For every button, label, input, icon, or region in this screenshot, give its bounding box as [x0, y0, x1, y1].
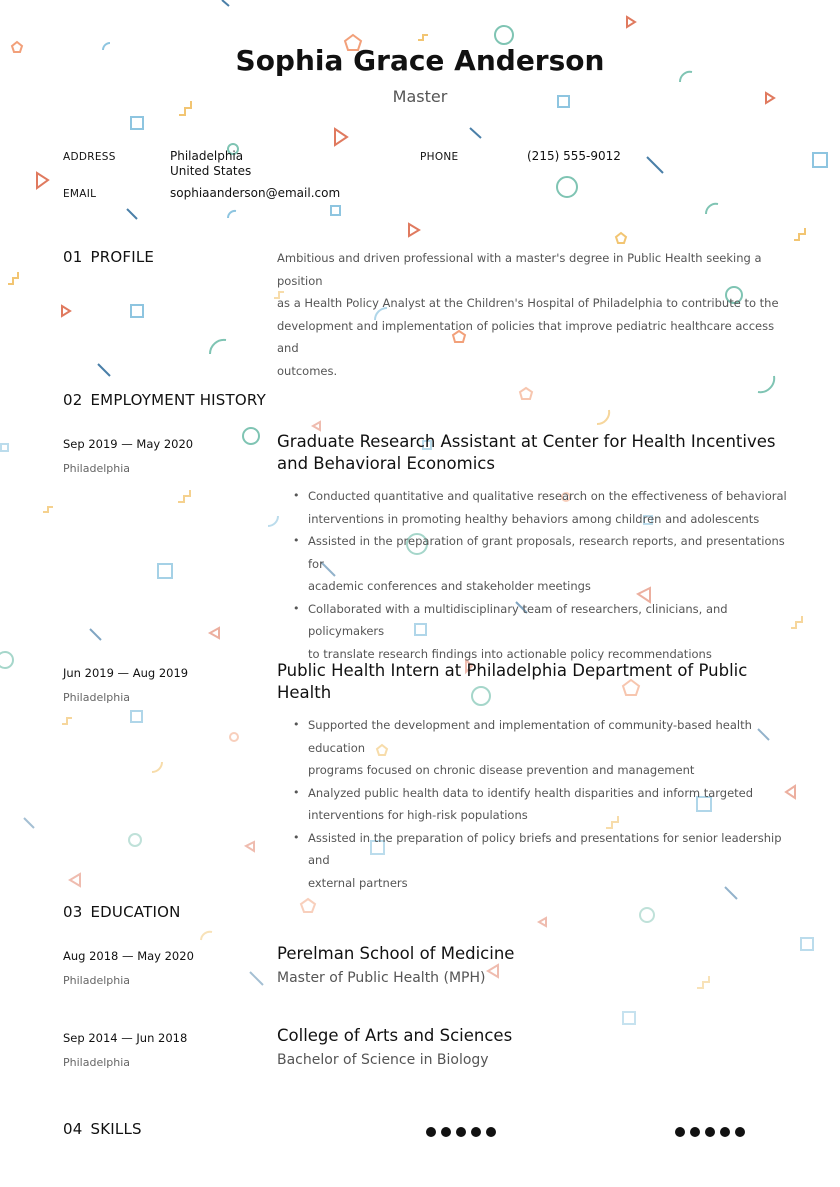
email-value: sophiaanderson@email.com: [170, 186, 341, 200]
education-school: Perelman School of Medicine: [277, 944, 515, 963]
confetti-arc: [597, 410, 609, 424]
confetti-arc: [201, 932, 212, 940]
section-label: EDUCATION: [90, 903, 181, 921]
confetti-zigzag: [418, 35, 428, 40]
confetti-dash: [250, 972, 263, 985]
confetti-square: [131, 305, 143, 317]
confetti-zigzag: [62, 718, 72, 724]
skill-rating-dot: [705, 1127, 715, 1137]
confetti-square: [623, 1012, 635, 1024]
phone-label: PHONE: [420, 151, 459, 163]
skill-rating: [426, 1127, 496, 1137]
education-school: College of Arts and Sciences: [277, 1026, 513, 1045]
section-label: EMPLOYMENT HISTORY: [90, 391, 266, 409]
confetti-dash: [24, 818, 34, 828]
resume-name: Sophia Grace Anderson: [235, 44, 605, 77]
confetti-pentagon: [301, 899, 315, 912]
skill-rating-dot: [690, 1127, 700, 1137]
job-bullets: [277, 485, 797, 665]
confetti-dash: [127, 209, 137, 219]
confetti-circle: [557, 177, 577, 197]
confetti-dash: [222, 0, 229, 6]
job-bullet: • Supported the development and implementation of community-based health education programs focused on chronic disease prevention and management: [277, 714, 797, 782]
job-bullet: • Assisted in the preparation of grant proposals, research reports, and presentations for academic conferences and stakeholder meetings: [277, 530, 797, 598]
skill-rating-dot: [735, 1127, 745, 1137]
job-location: Philadelphia: [63, 691, 131, 704]
confetti-pentagon: [616, 233, 626, 243]
section-title-profile: [63, 248, 154, 266]
confetti-triangle: [70, 874, 80, 886]
confetti-circle: [129, 834, 141, 846]
skill-rating-dot: [486, 1127, 496, 1137]
profile-summary: [277, 247, 797, 382]
job-title: [277, 431, 797, 475]
confetti-triangle: [37, 173, 48, 188]
education-degree: Master of Public Health (MPH): [277, 970, 486, 986]
profile-line: outcomes.: [277, 363, 338, 378]
confetti-circle: [640, 908, 654, 922]
job-bullets: [277, 714, 797, 894]
confetti-arc: [706, 204, 718, 214]
confetti-triangle: [313, 422, 320, 430]
confetti-triangle: [409, 224, 419, 236]
job-bullet: • Conducted quantitative and qualitative research on the effectiveness of behavioral interventions in promoting healthy behaviors among children and adolescents: [277, 485, 797, 530]
profile-line: as a Health Policy Analyst at the Children's Hospital of Philadelphia to contribute to the: [277, 296, 779, 310]
confetti-pentagon: [520, 388, 532, 399]
section-number: 01: [63, 248, 83, 266]
confetti-square: [158, 564, 172, 578]
confetti-triangle: [539, 918, 546, 926]
section-number: 02: [63, 391, 83, 409]
confetti-triangle: [210, 628, 219, 638]
resume-job-title: Master: [392, 87, 448, 106]
confetti-triangle: [627, 17, 635, 27]
job-bullet: • Assisted in the preparation of policy briefs and presentations for senior leadership and external partners: [277, 827, 797, 895]
confetti-zigzag: [8, 272, 18, 284]
section-title-employment: [63, 391, 266, 409]
job-bullet: • Collaborated with a multidisciplinary team of researchers, clinicians, and policymakers to translate research findings into actionable policy recommendations: [277, 598, 797, 666]
confetti-triangle: [246, 842, 254, 851]
job-location: Philadelphia: [63, 462, 131, 475]
profile-line: development and implementation of policies that improve pediatric healthcare access and: [277, 318, 775, 355]
section-title-skills: [63, 1120, 142, 1138]
skill-rating-dot: [471, 1127, 481, 1137]
skill-rating-dot: [720, 1127, 730, 1137]
skill-rating-dot: [675, 1127, 685, 1137]
job-bullet: • Analyzed public health data to identify health disparities and inform targeted interventions for high-risk populations: [277, 782, 797, 827]
confetti-circle: [0, 652, 13, 668]
confetti-square: [813, 153, 827, 167]
job-title-line: and Behavioral Economics: [277, 454, 495, 473]
address-label: ADDRESS: [63, 151, 116, 163]
skill-rating-dot: [441, 1127, 451, 1137]
confetti-zigzag: [178, 490, 190, 502]
section-number: 03: [63, 903, 83, 921]
confetti-square: [1, 444, 8, 451]
education-location: Philadelphia: [63, 1056, 131, 1069]
confetti-dash: [470, 128, 481, 138]
confetti-circle: [495, 26, 513, 44]
confetti-square: [331, 206, 340, 215]
confetti-arc: [152, 762, 162, 772]
address-line-1: Philadelphia: [170, 149, 244, 163]
education-degree: Bachelor of Science in Biology: [277, 1052, 489, 1068]
confetti-dash: [98, 364, 110, 376]
phone-value: (215) 555-9012: [527, 149, 621, 163]
section-label: SKILLS: [90, 1120, 142, 1138]
confetti-arc: [228, 211, 236, 218]
confetti-circle: [243, 428, 259, 444]
section-number: 04: [63, 1120, 83, 1138]
email-label: EMAIL: [63, 188, 97, 200]
address-line-2: United States: [170, 164, 252, 178]
education-location: Philadelphia: [63, 974, 131, 987]
section-label: PROFILE: [90, 248, 155, 266]
confetti-square: [131, 117, 143, 129]
confetti-dash: [90, 629, 101, 640]
education-dates: Aug 2018 — May 2020: [63, 949, 194, 963]
confetti-triangle: [62, 306, 70, 316]
education-dates: Sep 2014 — Jun 2018: [63, 1031, 188, 1045]
confetti-square: [131, 711, 142, 722]
confetti-dash: [647, 157, 663, 173]
skill-rating: [675, 1127, 745, 1137]
confetti-triangle: [335, 129, 347, 145]
skill-rating-dot: [426, 1127, 436, 1137]
confetti-circle: [230, 733, 238, 741]
job-dates: Jun 2019 — Aug 2019: [63, 666, 189, 680]
job-title-line: Health: [277, 683, 332, 702]
confetti-square: [801, 938, 813, 950]
job-title-line: Public Health Intern at Philadelphia Department of Public: [277, 661, 748, 680]
job-title-line: Graduate Research Assistant at Center for Health Incentives: [277, 432, 776, 451]
job-dates: Sep 2019 — May 2020: [63, 437, 194, 451]
job-title: [277, 660, 797, 704]
profile-line: Ambitious and driven professional with a master's degree in Public Health seeking a position: [277, 251, 762, 288]
confetti-zigzag: [43, 507, 53, 512]
section-title-education: [63, 903, 181, 921]
confetti-zigzag: [794, 228, 805, 240]
skill-rating-dot: [456, 1127, 466, 1137]
confetti-arc: [210, 340, 226, 354]
